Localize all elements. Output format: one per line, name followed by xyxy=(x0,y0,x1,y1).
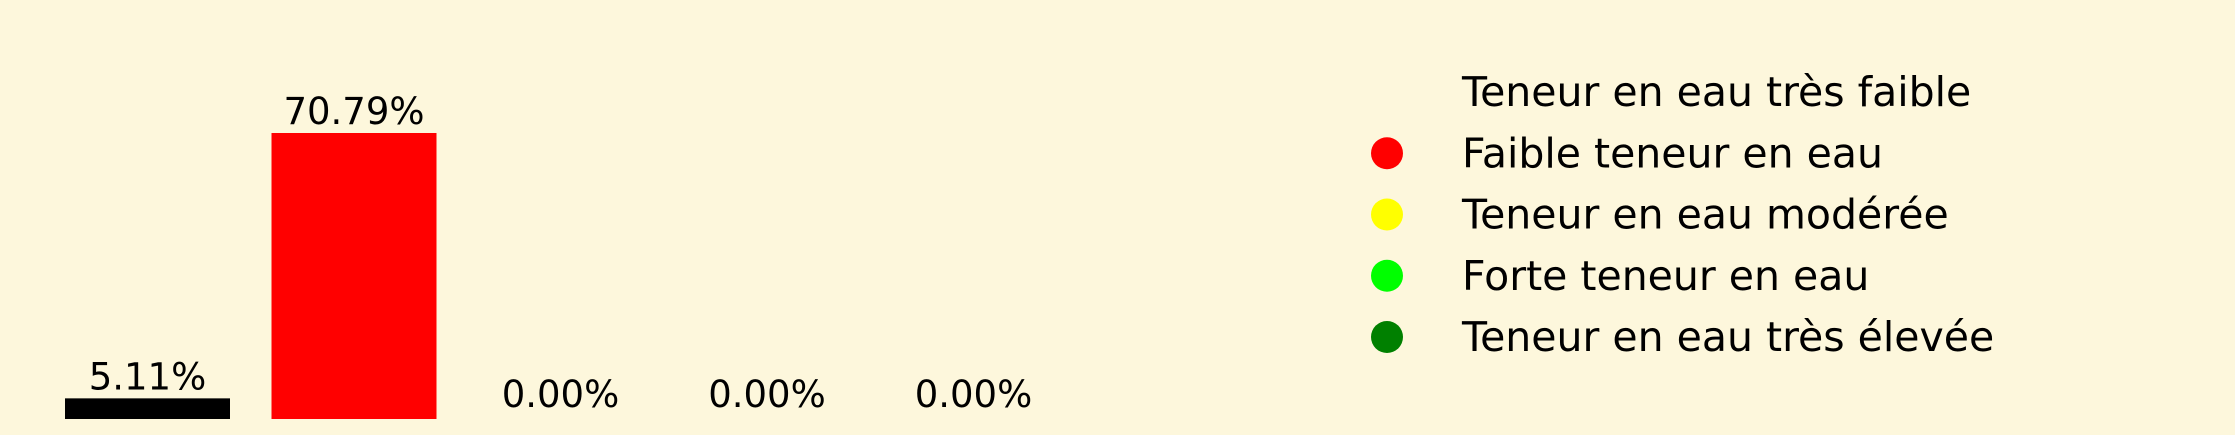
legend-marker-4 xyxy=(1371,260,1403,292)
bar-value-label-3: 0.00% xyxy=(501,373,620,416)
legend-marker-5 xyxy=(1371,321,1403,353)
legend-marker-1 xyxy=(1371,76,1403,108)
bar-1 xyxy=(65,398,230,419)
legend-label-3: Teneur en eau modérée xyxy=(1462,190,1949,239)
legend-marker-3 xyxy=(1371,199,1403,231)
legend-marker-2 xyxy=(1371,137,1403,169)
bar-value-label-1: 5.11% xyxy=(88,355,207,399)
legend xyxy=(1371,68,1994,361)
bar-value-label-2: 70.79% xyxy=(283,90,425,133)
bar-value-label-4: 0.00% xyxy=(708,373,826,416)
bar-value-label-5: 0.00% xyxy=(914,373,1033,416)
bar-2 xyxy=(272,133,437,419)
legend-label-2: Faible teneur en eau xyxy=(1462,129,1883,178)
legend-label-5: Teneur en eau très élevée xyxy=(1462,313,1995,361)
legend-label-1: Teneur en eau très faible xyxy=(1462,68,1972,116)
legend-label-4: Forte teneur en eau xyxy=(1462,251,1870,300)
